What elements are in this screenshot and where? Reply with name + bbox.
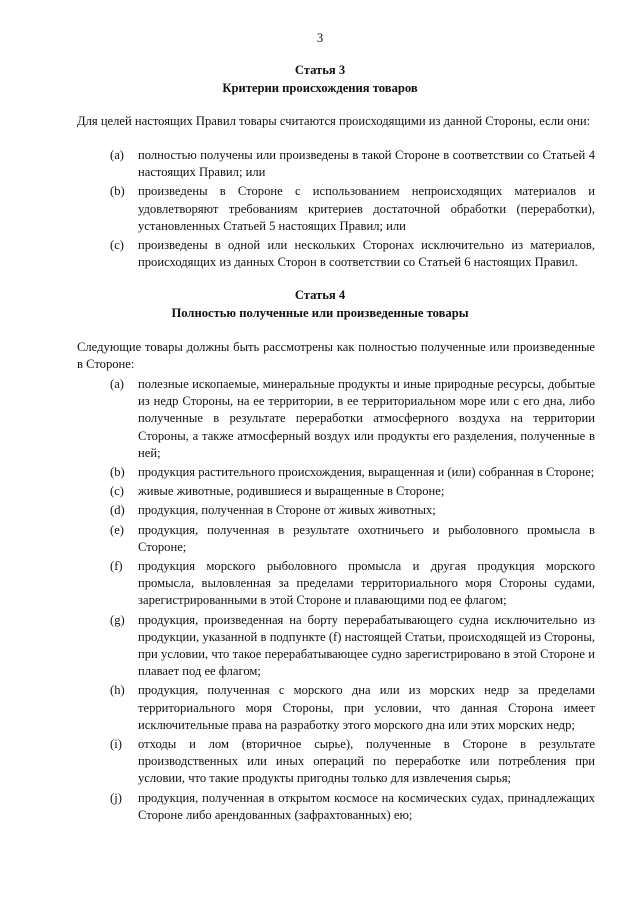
list-item-letter: (h) (110, 683, 125, 698)
list-item-letter: (b) (110, 465, 125, 480)
list-item-text: продукция, полученная с морского дна или из морских недр за пределами территориального моря Стороны, при условии, что данная Сторона имеет исключительные права на разработку этого морского дна или этих морских недр; (138, 683, 595, 732)
list-item (77, 736, 595, 788)
list-item (77, 502, 595, 519)
article-3-criteria-list (77, 147, 595, 273)
list-item-letter: (c) (110, 484, 124, 499)
list-item (77, 522, 595, 556)
list-item-letter: (a) (110, 148, 124, 162)
list-item (77, 558, 595, 610)
list-item (77, 790, 595, 824)
list-item-text: продукция, полученная в результате охотничьего и рыболовного промысла в Стороне; (138, 522, 595, 554)
list-item-letter: (i) (110, 737, 122, 752)
page-number: 3 (316, 31, 324, 45)
list-item-text: продукция морского рыболовного промысла и другая продукция морского промысла, выловленная за пределами территориального моря Стороны судами, зарегистрированными в этой Стороне и плавающими под ее флагом; (138, 559, 595, 608)
list-item-text: произведены в Стороне с использованием непроисходящих материалов и удовлетворяют требованиям критериев достаточной обработки (переработки), установленных Статьей 5 настоящих Правил; или (138, 184, 595, 233)
article-3-intro: Для целей настоящих Правил товары считаются происходящими из данной Стороны, если они: (77, 114, 591, 128)
list-item-text: отходы и лом (вторичное сырье), полученные в Стороне в результате производственных или иных операций по переработке или потребления при условии, что такие продукты пригодны только для извлечения сырья; (138, 737, 595, 786)
list-item (77, 612, 595, 681)
list-item (77, 183, 595, 235)
article-3-title: Критерии происхождения товаров (222, 81, 418, 95)
list-item-text: полностью получены или произведены в такой Стороне в соответствии со Статьей 4 настоящих Правил; или (138, 148, 595, 180)
list-item-letter: (g) (110, 612, 125, 627)
list-item-text: продукция, полученная в Стороне от живых животных; (138, 503, 436, 518)
list-item-letter: (e) (110, 522, 124, 537)
list-item-text: продукция растительного происхождения, выращенная и (или) собранная в Стороне; (138, 465, 595, 480)
list-item-letter: (b) (110, 184, 125, 199)
list-item-letter: (d) (110, 503, 125, 518)
list-item (77, 483, 595, 500)
list-item-letter: (f) (110, 559, 123, 574)
article-4-intro: Следующие товары должны быть рассмотрены как полностью полученные или произведенные в Стороне: (77, 340, 595, 372)
list-item (77, 682, 595, 734)
list-item-letter: (j) (110, 790, 122, 805)
article-4-title: Полностью полученные или произведенные товары (171, 306, 469, 320)
list-item (77, 376, 595, 462)
list-item-text: произведены в одной или нескольких Сторонах исключительно из материалов, происходящих из данных Сторон в соответствии со Статьей 6 настоящих Правил. (138, 238, 595, 270)
list-item (77, 464, 595, 481)
article-3-heading: Статья 3 (294, 63, 346, 77)
list-item-text: продукция, полученная в открытом космосе на космических судах, принадлежащих Стороне либо арендованных (зафрахтованных) ею; (138, 790, 595, 822)
list-item-text: продукция, произведенная на борту перерабатывающего судна исключительно из продукции, указанной в подпункте (f) настоящей Статьи, происходящей из Стороны, при условии, что такое перерабатывающее судно зарегистрировано в этой Стороне и плавает под ее флагом; (138, 612, 595, 679)
article-4-heading: Статья 4 (294, 288, 346, 302)
list-item-text: живые животные, родившиеся и выращенные в Стороне; (138, 484, 445, 499)
list-item (77, 237, 595, 271)
list-item (77, 147, 595, 181)
article-4-goods-list (77, 376, 595, 826)
list-item-text: полезные ископаемые, минеральные продукты и иные природные ресурсы, добытые из недр Стороны, на ее территории, в ее территориальном море или с его дна, либо полученные в результате переработки атмосферного воздуха на территории Стороны, а также атмосферный воздух или продукты его разделения, полученные в ней; (138, 377, 595, 460)
list-item-letter: (c) (110, 238, 124, 253)
list-item-letter: (a) (110, 377, 124, 391)
